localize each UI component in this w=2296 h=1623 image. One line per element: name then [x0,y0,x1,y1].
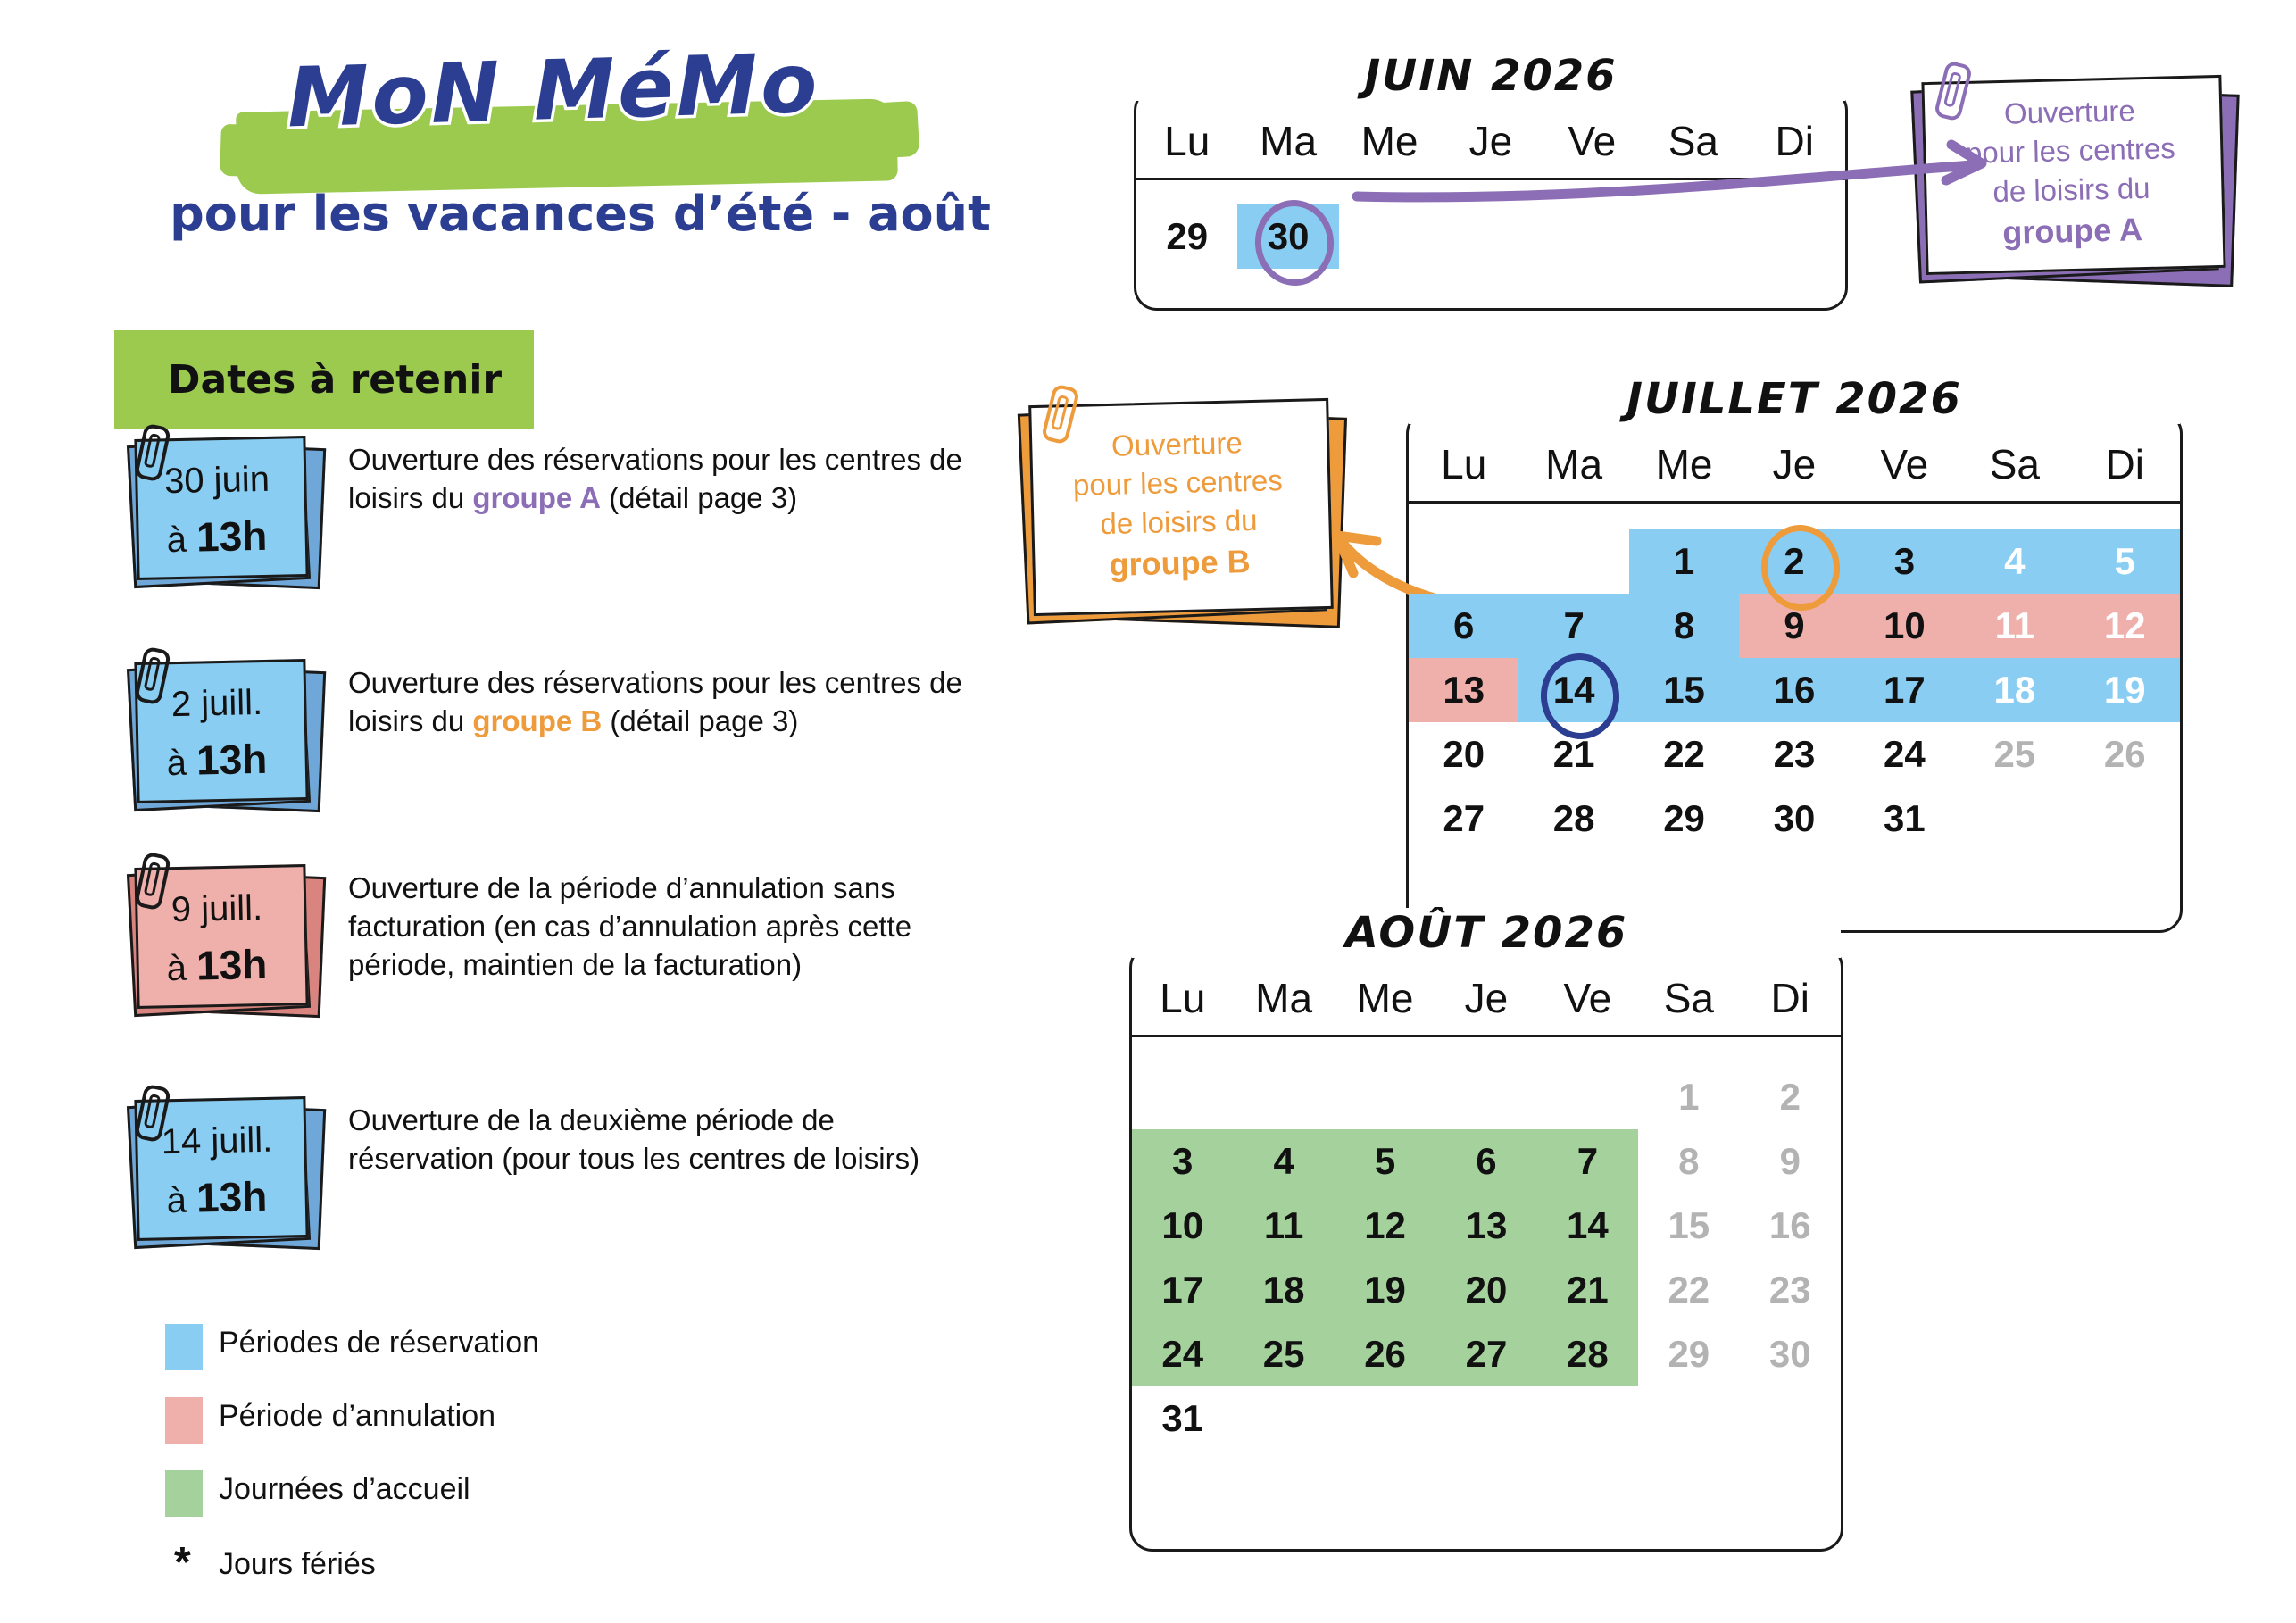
left-column [0,0,1053,1623]
legend-swatch [165,1470,203,1517]
calendar-empty-cell [1409,529,1518,594]
calendar-day-cell[interactable] [1537,1322,1638,1386]
day-number: 6 [1453,604,1475,646]
calendar-day-cell[interactable] [1740,1258,1841,1322]
weekday-header-row [1409,413,2180,504]
calendar-week-row [1409,529,2180,594]
day-number: 21 [1552,733,1595,775]
cal-june [1134,51,1848,311]
calendar-day-cell[interactable] [1739,787,1849,851]
calendar-day-cell[interactable] [1132,1322,1233,1386]
day-number: 29 [1166,215,1209,257]
calendar-day-cell[interactable] [1132,1386,1233,1451]
day-number: 30 [1773,797,1816,839]
sticky-date-label: 2 juill. [171,682,263,725]
calendar-day-cell[interactable] [1739,529,1849,594]
calendar-day-cell[interactable] [1537,1129,1638,1194]
day-number: 26 [2103,733,2146,775]
weekday-header-lu: Lu [1164,118,1210,164]
calendar-empty-cell [1233,1065,1334,1129]
note-text [1921,75,2220,270]
cal-june-title: JUIN 2026 [1136,51,1845,101]
cal-august [1129,908,1843,1552]
calendar-day-cell[interactable] [1537,1194,1638,1258]
calendar-day-cell[interactable] [1335,1194,1435,1258]
day-number: 25 [1262,1333,1305,1375]
group-highlight: groupe A [472,480,601,514]
calendar-empty-cell [1537,1065,1638,1129]
asterisk-icon: * [174,1539,191,1586]
legend-item [165,1399,790,1447]
calendar-day-cell[interactable] [1850,722,1959,787]
calendar-week-row [1409,594,2180,658]
weekday-header-sa: Sa [1663,975,1714,1021]
calendar-week-row [1132,1386,1841,1451]
legend-item [165,1472,790,1520]
day-number: 10 [1884,604,1926,646]
calendar-day-cell[interactable] [1518,722,1628,787]
calendar-empty-cell [1518,529,1628,594]
cal-august-title: AOÛT 2026 [1132,908,1841,958]
calendar-day-cell[interactable] [1237,204,1338,269]
note-line: de loisirs du [1100,503,1258,541]
sticky-date-label: 14 juill. [161,1119,273,1162]
day-number: 9 [1779,1140,1801,1182]
calendar-day-cell[interactable] [1959,594,2069,658]
day-number: 25 [1993,733,2036,775]
note-line: de loisirs du [1992,171,2150,209]
day-number: 16 [1773,669,1816,711]
calendar-grid [1136,204,1845,269]
calendar-empty-cell [1435,1386,1536,1451]
note-line: pour les centres [1965,131,2176,171]
day-number: 8 [1678,1140,1700,1182]
day-number: 16 [1768,1204,1811,1246]
legend-item [165,1326,790,1374]
day-number: 31 [1884,797,1926,839]
calendar-day-cell[interactable] [1740,1129,1841,1194]
calendar-day-cell[interactable] [1409,594,1518,658]
note-group-label: groupe A [2001,210,2143,251]
day-number: 11 [1994,604,2035,646]
note-group-label: groupe B [1109,542,1252,583]
day-number: 6 [1476,1140,1497,1182]
day-number: 30 [1267,215,1310,257]
calendar-day-cell[interactable] [1518,787,1628,851]
weekday-header-me: Me [1360,118,1418,164]
weekday-header-di: Di [1770,975,1809,1021]
group-highlight: groupe B [472,703,603,737]
day-number: 19 [2103,669,2146,711]
calendar-empty-cell [2070,787,2180,851]
calendar-empty-cell [1233,1386,1334,1451]
calendar-day-cell[interactable] [1850,529,1959,594]
calendar-empty-cell [1542,204,1643,269]
day-number: 26 [1364,1333,1406,1375]
weekday-header-sa: Sa [1668,118,1718,164]
day-number: 20 [1465,1269,1508,1311]
note-group-a [1924,79,2218,266]
day-number: 19 [1364,1269,1406,1311]
weekday-header-je: Je [1772,441,1817,487]
day-number: 22 [1663,733,1705,775]
note-text [1028,398,1328,611]
day-number: 15 [1663,669,1705,711]
calendar-day-cell[interactable] [1959,722,2069,787]
weekday-header-ma: Ma [1260,118,1318,164]
page-title: MoN MéMo [286,35,821,146]
day-number: 5 [1374,1140,1396,1182]
calendar-day-cell[interactable] [1518,658,1628,722]
calendar-day-cell[interactable] [1739,722,1849,787]
day-number: 4 [1273,1140,1294,1182]
day-number: 27 [1465,1333,1508,1375]
day-number: 2 [1784,540,1805,582]
day-number: 1 [1678,1076,1700,1118]
weekday-header-lu: Lu [1160,975,1206,1021]
day-number: 31 [1161,1397,1204,1439]
calendar-day-cell[interactable] [1136,204,1237,269]
calendar-day-cell[interactable] [1959,529,2069,594]
calendar-day-cell[interactable] [1850,658,1959,722]
legend-label: Périodes de réservation [219,1326,540,1360]
calendar-day-cell[interactable] [1629,529,1739,594]
day-number: 3 [1893,540,1916,582]
weekday-header-sa: Sa [1989,441,2040,487]
day-number: 23 [1773,733,1816,775]
day-number: 30 [1768,1333,1811,1375]
calendar-grid [1132,1065,1841,1451]
calendar-day-cell[interactable] [2070,658,2180,722]
calendar-empty-cell [1132,1065,1233,1129]
calendar-day-cell[interactable] [1850,594,1959,658]
title-block [152,35,991,242]
weekday-header-je: Je [1464,975,1509,1021]
legend-label-holidays: Jours fériés [219,1547,376,1581]
day-number: 14 [1552,669,1595,711]
calendar-day-cell[interactable] [1850,787,1959,851]
calendar-day-cell[interactable] [1740,1194,1841,1258]
calendar-day-cell[interactable] [1335,1129,1435,1194]
calendar-day-cell[interactable] [1959,658,2069,722]
day-number: 29 [1663,797,1705,839]
note-line: Ouverture [2003,94,2136,130]
weekday-header-ma: Ma [1255,975,1313,1021]
calendar-day-cell[interactable] [1518,594,1628,658]
calendar-day-cell[interactable] [1233,1322,1334,1386]
day-number: 15 [1668,1204,1710,1246]
day-number: 24 [1161,1333,1204,1375]
calendar-day-cell[interactable] [1537,1258,1638,1322]
day-number: 20 [1443,733,1485,775]
sticky-note-blue [134,661,312,803]
day-number: 2 [1779,1076,1801,1118]
calendar-week-row [1132,1258,1841,1322]
calendar-empty-cell [1537,1386,1638,1451]
calendar-day-cell[interactable] [1409,722,1518,787]
sticky-time-label: à 13h [166,512,268,561]
calendar-day-cell[interactable] [1435,1194,1536,1258]
day-number: 17 [1884,669,1926,711]
calendar-day-cell[interactable] [1435,1322,1536,1386]
note-line: pour les centres [1072,463,1284,503]
date-item-description: Ouverture de la période d’annulation sans facturation (en cas d’annulation après cette période, maintien de la facturation) [348,871,912,981]
sticky-date-label: 30 juin [163,459,270,502]
calendar-day-cell[interactable] [1629,658,1739,722]
calendar-day-cell[interactable] [1638,1258,1739,1322]
calendar-day-cell[interactable] [1435,1258,1536,1322]
sticky-note-blue [134,437,312,580]
sticky-note-pink [134,866,312,1009]
legend [165,1326,790,1594]
day-number: 8 [1673,604,1695,646]
cal-july-title: JUILLET 2026 [1409,374,2180,424]
dates-section-heading-label: Dates à retenir [168,357,503,403]
legend-swatch [165,1324,203,1370]
day-number: 17 [1161,1269,1204,1311]
weekday-header-di: Di [2105,441,2144,487]
calendar-week-row [1132,1129,1841,1194]
calendar-week-row [1136,204,1845,269]
calendar-empty-cell [1440,204,1541,269]
day-number: 7 [1576,1140,1599,1182]
calendar-day-cell[interactable] [1739,594,1849,658]
calendar-week-row [1132,1194,1841,1258]
calendar-day-cell[interactable] [1233,1194,1334,1258]
calendar-day-cell[interactable] [1740,1322,1841,1386]
day-number: 5 [2114,540,2135,582]
legend-label: Journées d’accueil [219,1472,470,1506]
day-number: 12 [2103,604,2146,646]
note-line: Ouverture [1111,426,1244,462]
day-number: 3 [1172,1140,1194,1182]
day-number: 11 [1263,1204,1304,1246]
calendar-day-cell[interactable] [1335,1258,1435,1322]
sticky-time-label: à 13h [166,735,268,784]
day-number: 14 [1567,1204,1609,1246]
day-number: 29 [1668,1333,1710,1375]
weekday-header-me: Me [1655,441,1713,487]
day-number: 12 [1364,1204,1406,1246]
calendar-day-cell[interactable] [2070,529,2180,594]
weekday-header-ma: Ma [1545,441,1603,487]
calendar-day-cell[interactable] [1409,658,1518,722]
day-number: 7 [1563,604,1585,646]
sticky-time-label: à 13h [166,940,268,989]
weekday-header-di: Di [1775,118,1814,164]
calendar-empty-cell [1335,1386,1435,1451]
calendar-day-cell[interactable] [1629,787,1739,851]
day-number: 28 [1552,797,1595,839]
day-number: 21 [1567,1269,1609,1311]
calendar-day-cell[interactable] [2070,594,2180,658]
page-subtitle: pour les vacances d’été - août [170,186,991,242]
calendar-day-cell[interactable] [1638,1065,1739,1129]
day-number: 4 [2004,540,2026,582]
date-item-description: Ouverture de la deuxième période de réservation (pour tous les centres de loisirs) [348,1103,920,1175]
day-number: 18 [1262,1269,1305,1311]
day-number: 23 [1768,1269,1811,1311]
weekday-header-lu: Lu [1441,441,1487,487]
calendar-empty-cell [1959,787,2069,851]
sticky-note-blue [134,1098,312,1241]
weekday-header-ve: Ve [1568,118,1617,164]
calendar-day-cell[interactable] [1335,1322,1435,1386]
weekday-header-me: Me [1356,975,1414,1021]
calendar-empty-cell [1335,1065,1435,1129]
calendar-grid [1409,529,2180,851]
day-number: 13 [1465,1204,1508,1246]
weekday-header-ve: Ve [1563,975,1612,1021]
weekday-header-row [1132,947,1841,1037]
calendar-day-cell[interactable] [1233,1129,1334,1194]
date-item-description: Ouverture des réservations pour les centres de loisirs du groupe A (détail page 3) [348,443,962,514]
calendar-week-row [1132,1065,1841,1129]
calendar-week-row [1132,1322,1841,1386]
note-group-b [1031,402,1326,607]
calendar-empty-cell [1643,204,1743,269]
calendar-week-row [1409,787,2180,851]
calendar-empty-cell [1339,204,1440,269]
calendar-day-cell[interactable] [1132,1129,1233,1194]
weekday-header-ve: Ve [1880,441,1929,487]
calendar-day-cell[interactable] [1629,722,1739,787]
day-number: 27 [1443,797,1485,839]
legend-swatch [165,1397,203,1444]
calendar-week-row [1409,658,2180,722]
calendar-day-cell[interactable] [1132,1194,1233,1258]
calendar-day-cell[interactable] [1638,1322,1739,1386]
calendar-day-cell[interactable] [1233,1258,1334,1322]
sticky-time-label: à 13h [166,1172,268,1221]
day-number: 24 [1884,733,1926,775]
day-number: 9 [1784,604,1805,646]
calendar-day-cell[interactable] [1638,1129,1739,1194]
day-number: 1 [1673,540,1695,582]
dates-section-heading [114,330,534,429]
cal-july [1406,374,2183,933]
calendar-empty-cell [1638,1386,1739,1451]
calendar-day-cell[interactable] [1739,658,1849,722]
calendar-day-cell[interactable] [1740,1065,1841,1129]
calendar-day-cell[interactable] [1638,1194,1739,1258]
calendar-day-cell[interactable] [1435,1129,1536,1194]
calendar-week-row [1409,722,2180,787]
day-number: 28 [1567,1333,1609,1375]
calendar-day-cell[interactable] [1409,787,1518,851]
day-number: 13 [1443,669,1485,711]
calendar-day-cell[interactable] [1629,594,1739,658]
sticky-date-label: 9 juill. [171,887,263,930]
legend-label: Période d’annulation [219,1399,496,1433]
calendar-empty-cell [1744,204,1845,269]
legend-item-holidays [165,1539,790,1594]
calendar-day-cell[interactable] [1132,1258,1233,1322]
weekday-header-je: Je [1468,118,1513,164]
date-item-description: Ouverture des réservations pour les centres de loisirs du groupe B (détail page 3) [348,666,962,737]
calendar-empty-cell [1435,1065,1536,1129]
calendar-day-cell[interactable] [2070,722,2180,787]
day-number: 10 [1161,1204,1204,1246]
weekday-header-row [1136,90,1845,180]
calendar-empty-cell [1740,1386,1841,1451]
day-number: 22 [1668,1269,1710,1311]
day-number: 18 [1993,669,2036,711]
